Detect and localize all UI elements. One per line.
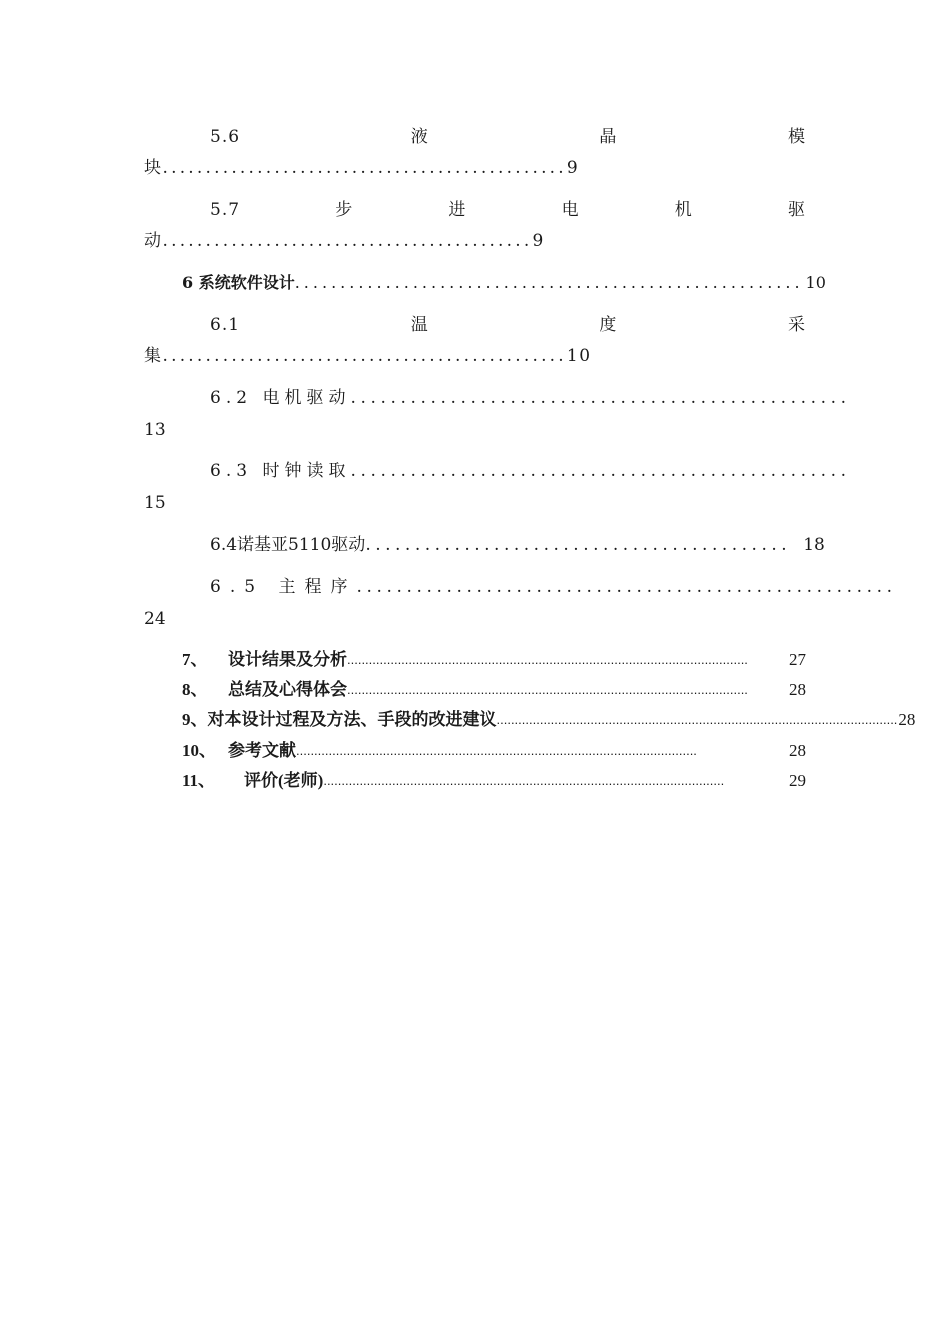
toc-leader-dots: ............................................... — [162, 158, 567, 178]
toc-entry-8[interactable] — [182, 680, 806, 700]
toc-entry-label: 设计结果及分析 — [228, 650, 347, 669]
toc-leader-dots: .................................................. — [350, 388, 851, 408]
toc-entry-label: 6.2 电机驱动 — [210, 388, 351, 408]
toc-entry-10[interactable] — [182, 741, 806, 761]
toc-entry-number: 8、 — [182, 680, 208, 699]
toc-entry-label: 6.3 时钟读取 — [210, 461, 351, 481]
toc-page-number: 10 — [805, 273, 826, 292]
toc-leader-dots: ............................................... — [162, 346, 567, 366]
toc-leader-dots: ........................................... — [162, 231, 533, 251]
toc-entry-char: 机 — [674, 200, 693, 220]
toc-leader-dots: ............................................................................................................... — [347, 682, 748, 697]
toc-entry-char: 驱 — [787, 200, 806, 220]
toc-entry-number: 11、 — [182, 771, 216, 790]
toc-entry-char: 温 — [410, 315, 429, 335]
toc-entry-label: 6.4诺基亚5110驱动 — [210, 535, 366, 555]
toc-entry-6-4[interactable] — [210, 535, 825, 555]
toc-entry-label: 6 系统软件设计 — [182, 273, 295, 292]
toc-page-number: 29 — [789, 771, 806, 790]
toc-entry-number: 5.6 — [210, 127, 241, 147]
toc-entry-number: 7、 — [182, 650, 208, 669]
toc-page-number: 28 — [789, 741, 806, 760]
toc-leader-dots: ............................................................................................................... — [496, 712, 898, 727]
toc-entry-6-1-continued — [144, 346, 806, 366]
toc-entry-6[interactable] — [182, 273, 826, 293]
toc-entry-9[interactable] — [182, 710, 916, 730]
toc-page-number: 9 — [532, 231, 545, 251]
toc-entry-label: 6.5 主程序 — [210, 577, 357, 597]
toc-entry-label: 总结及心得体会 — [228, 680, 347, 699]
toc-entry-11[interactable] — [182, 771, 806, 791]
toc-entry-char: 晶 — [599, 127, 618, 147]
toc-entry-number: 6.1 — [210, 315, 241, 335]
toc-page-number: 28 — [789, 680, 806, 699]
toc-leader-dots: ...................................................... — [356, 577, 897, 597]
toc-page-number: 15 — [144, 493, 166, 513]
toc-leader-dots: ............................................................................................................... — [296, 743, 697, 758]
toc-leader-dots: ............................................................................................................... — [347, 652, 748, 667]
toc-entry-label: 参考文献 — [228, 741, 296, 760]
toc-leader-dots: ........................................... — [365, 535, 792, 555]
toc-entry-label: 评价(老师) — [244, 771, 324, 790]
toc-entry-label: 对本设计过程及方法、手段的改进建议 — [207, 710, 497, 729]
toc-entry-6-3[interactable] — [210, 461, 851, 481]
toc-entry-char: 模 — [787, 127, 806, 147]
toc-entry-5-6-continued — [144, 158, 806, 178]
toc-entry-7[interactable] — [182, 650, 806, 670]
toc-entry-5-6[interactable] — [210, 127, 806, 147]
toc-entry-char: 步 — [335, 200, 354, 220]
toc-entry-char: 液 — [410, 127, 429, 147]
toc-entry-char: 度 — [599, 315, 618, 335]
toc-entry-char: 电 — [561, 200, 580, 220]
toc-entry-char: 块 — [144, 158, 163, 178]
toc-page-number: 9 — [566, 158, 580, 178]
toc-page-number: 13 — [144, 420, 166, 440]
toc-entry-number: 5.7 — [210, 200, 241, 220]
toc-page-number: 28 — [898, 710, 916, 729]
toc-entry-6-2[interactable] — [210, 388, 851, 408]
toc-leader-dots: ........................................................ — [294, 273, 804, 292]
toc-entry-number: 10、 — [182, 741, 216, 760]
toc-page-number: 10 — [566, 346, 592, 366]
toc-entry-5-7[interactable] — [210, 200, 806, 220]
toc-page-number: 27 — [789, 650, 806, 669]
toc-page-number: 18 — [803, 535, 825, 555]
toc-entry-char: 采 — [787, 315, 806, 335]
toc-entry-number: 9、 — [182, 710, 208, 729]
toc-entry-char: 集 — [144, 346, 163, 366]
toc-entry-5-7-continued — [144, 231, 806, 251]
toc-page-number: 24 — [144, 609, 166, 629]
toc-entry-6-5[interactable] — [210, 577, 897, 597]
toc-entry-char: 进 — [448, 200, 467, 220]
toc-entry-6-1[interactable] — [210, 315, 806, 335]
toc-leader-dots: ............................................................................................................... — [323, 773, 725, 788]
toc-entry-char: 动 — [144, 231, 163, 251]
toc-leader-dots: .................................................. — [350, 461, 851, 481]
